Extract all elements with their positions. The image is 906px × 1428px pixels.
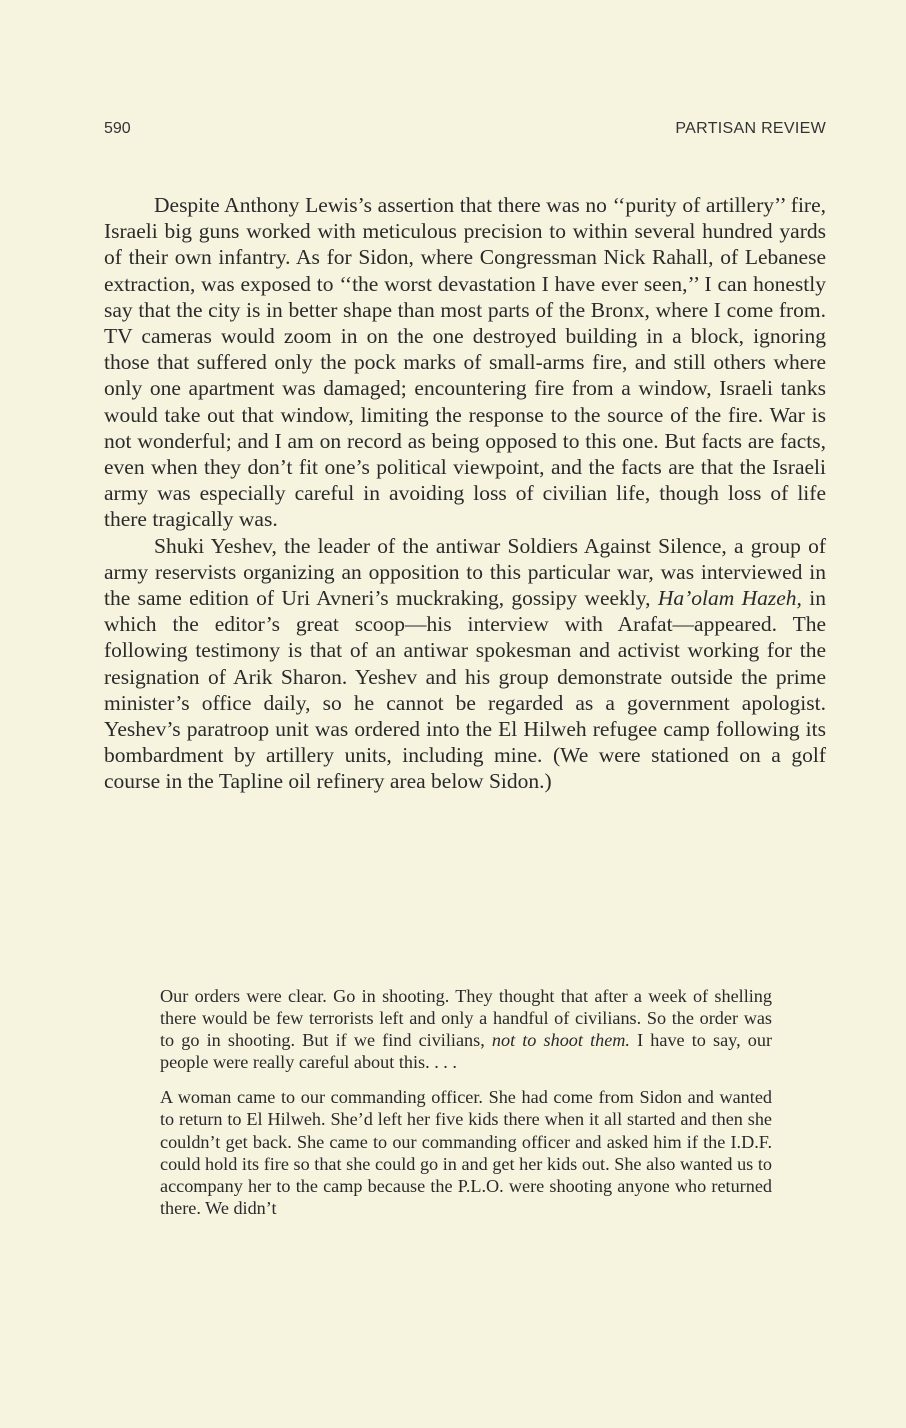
running-header <box>104 120 826 144</box>
quote-paragraph-2: A woman came to our commanding officer. She had come from Sidon and wanted to return to El Hilweh. She’d left her five kids there when it all started and then she couldn’t get back. She came to our commanding officer and asked him if the I.D.F. could hold its fire so that she could go in and get her kids out. She also wanted us to accompany her to the camp because the P.L.O. were shooting anyone who returned there. We didn’t <box>160 1087 772 1218</box>
publication-title: Ha’olam Hazeh, <box>657 586 802 611</box>
main-text <box>104 192 826 795</box>
quote-1-text-b: I have to say, our people were really careful about this. . . . <box>160 1030 773 1073</box>
journal-title: PARTISAN REVIEW <box>675 120 826 137</box>
block-quote <box>160 985 772 1232</box>
paragraph-1: Despite Anthony Lewis’s assertion that there was no ‘‘purity of artillery’’ fire, Israeli big guns worked with meticulous precision to within several hundred yards of their own infantry. As for Sidon, where Congressman Nick Rahall, of Lebanese extraction, was exposed to ‘‘the worst devastation I have ever seen,’’ I can honestly say that the city is in better shape than most parts of the Bronx, where I come from. TV cameras would zoom in on the one destroyed building in a block, ignoring those that suffered only the pock marks of small-arms fire, and still others where only one apartment was damaged; encountering fire from a window, Israeli tanks would take out that window, limiting the response to the source of the fire. War is not wonderful; and I am on record as being opposed to this one. But facts are facts, even when they don’t fit one’s political viewpoint, and the facts are that the Israeli army was especially careful in avoiding loss of civilian life, though loss of life there tragically was. <box>104 193 826 532</box>
quote-1-text-a: Our orders were clear. Go in shooting. They thought that after a week of shelling there would be few terrorists left and only a handful of civilians. So the order was to go in shooting. But if we find civilians, <box>160 986 772 1051</box>
quote-paragraph-1 <box>160 985 772 1073</box>
paragraph-2-text-b: in which the editor’s great scoop—his interview with Arafat—appeared. The following testimony is that of an antiwar spokesman and activist working for the resignation of Arik Sharon. Yeshev and his group demonstrate outside the prime minister’s office daily, so he cannot be regarded as a government apologist. Yeshev’s paratroop unit was ordered into the El Hilweh refugee camp following its bombardment by artillery units, including mine. (We were stationed on a golf course in the Tapline oil refinery area below Sidon.) <box>104 586 826 794</box>
page-number: 590 <box>104 120 131 137</box>
paragraph-2 <box>104 533 826 795</box>
paragraph-2-text-a: Shuki Yeshev, the leader of the antiwar Soldiers Against Silence, a group of army reservists organizing an opposition to this particular war, was interviewed in the same edition of Uri Avneri’s muckraking, gossipy weekly, <box>104 533 826 611</box>
quote-emphasis: not to shoot them. <box>491 1030 630 1051</box>
